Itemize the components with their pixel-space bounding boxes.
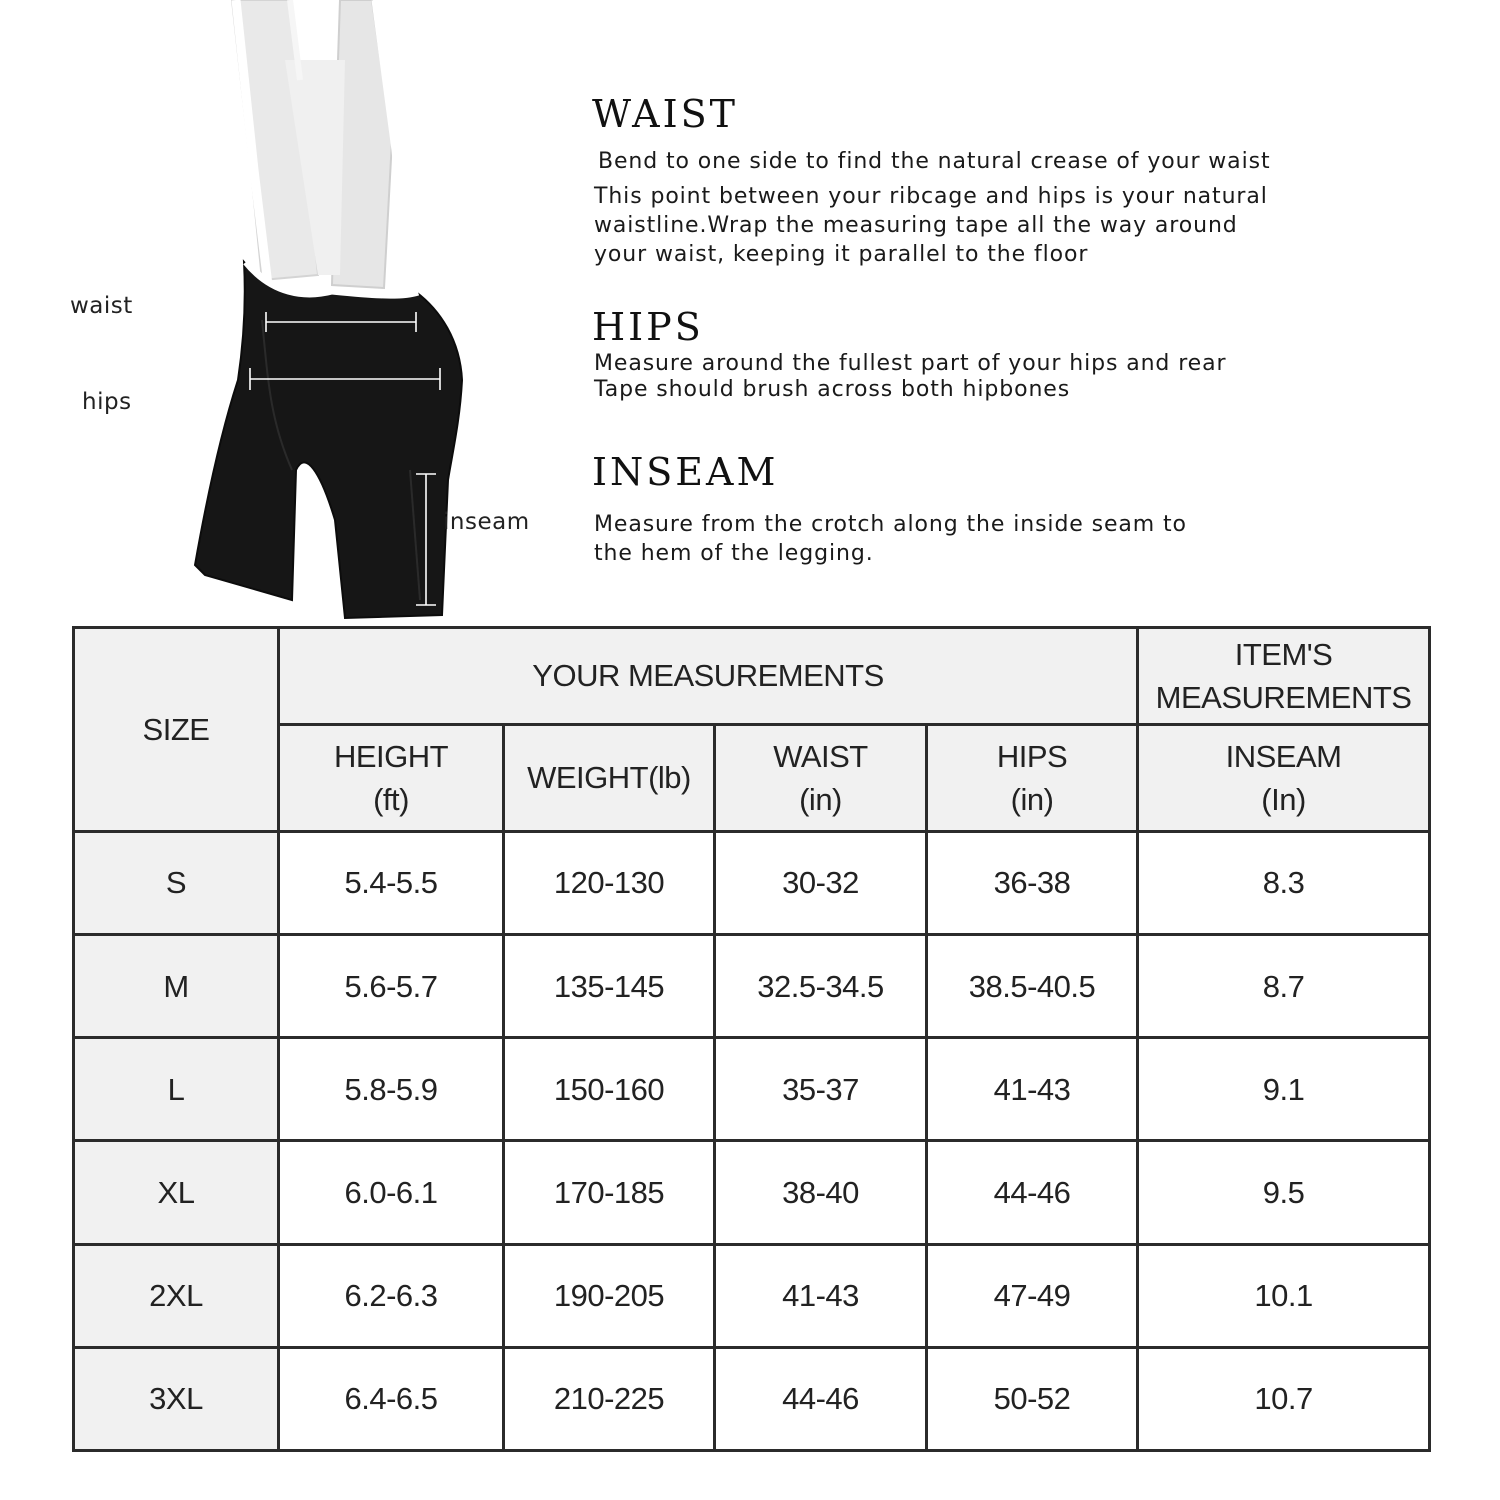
inseam-cell: 10.1 bbox=[1138, 1244, 1430, 1347]
table-row bbox=[74, 832, 1430, 935]
height-cell: 5.4-5.5 bbox=[279, 832, 504, 935]
table-row bbox=[74, 1141, 1430, 1244]
table-row bbox=[74, 935, 1430, 1038]
height-cell: 6.2-6.3 bbox=[279, 1244, 504, 1347]
column-header-line: WEIGHT(lb) bbox=[527, 760, 691, 796]
waist-cell: 44-46 bbox=[715, 1347, 927, 1450]
waist-cell: 32.5-34.5 bbox=[715, 935, 927, 1038]
size-cell: 2XL bbox=[74, 1244, 279, 1347]
column-header-line: HEIGHT bbox=[333, 738, 449, 774]
inseam-cell: 9.1 bbox=[1138, 1038, 1430, 1141]
column-header-unit: (In) bbox=[1261, 782, 1306, 817]
weight-cell: 170-185 bbox=[504, 1141, 715, 1244]
inseam-cell: 8.3 bbox=[1138, 832, 1430, 935]
hips-cell: 38.5-40.5 bbox=[927, 935, 1138, 1038]
size-cell: S bbox=[74, 832, 279, 935]
items-measurements-line: ITEM'S bbox=[1234, 636, 1333, 672]
waist-cell: 38-40 bbox=[715, 1141, 927, 1244]
height-cell: 5.8-5.9 bbox=[279, 1038, 504, 1141]
weight-cell: 135-145 bbox=[504, 935, 715, 1038]
column-header-unit: (in) bbox=[799, 782, 842, 817]
waist-label: waist bbox=[70, 293, 133, 319]
weight-cell: 150-160 bbox=[504, 1038, 715, 1141]
hips-heading: HIPS bbox=[592, 305, 704, 349]
inseam-cell: 8.7 bbox=[1138, 935, 1430, 1038]
table-row bbox=[74, 1244, 1430, 1347]
inseam-instruction-line: Measure from the crotch along the inside seam to bbox=[594, 512, 1187, 537]
inseam-instruction-line: the hem of the legging. bbox=[594, 541, 874, 566]
hips-cell: 50-52 bbox=[927, 1347, 1138, 1450]
waist-instruction-2 bbox=[594, 182, 1268, 269]
size-cell: 3XL bbox=[74, 1347, 279, 1450]
items-measurements-header bbox=[1138, 628, 1430, 725]
size-cell: M bbox=[74, 935, 279, 1038]
height-cell: 5.6-5.7 bbox=[279, 935, 504, 1038]
your-measurements-header: YOUR MEASUREMENTS bbox=[279, 628, 1138, 725]
weight-cell: 120-130 bbox=[504, 832, 715, 935]
hips-instruction bbox=[594, 351, 1226, 403]
waist-cell: 41-43 bbox=[715, 1244, 927, 1347]
inseam-heading: INSEAM bbox=[592, 450, 779, 494]
height-cell: 6.0-6.1 bbox=[279, 1141, 504, 1244]
size-cell: L bbox=[74, 1038, 279, 1141]
items-measurements-line: MEASUREMENTS bbox=[1155, 680, 1412, 715]
waist-instruction-line: This point between your ribcage and hips is your natural bbox=[594, 184, 1268, 209]
waist-instruction-line: waistline.Wrap the measuring tape all the way around bbox=[594, 213, 1238, 238]
hips-cell: 47-49 bbox=[927, 1244, 1138, 1347]
weight-cell: 190-205 bbox=[504, 1244, 715, 1347]
size-chart-table bbox=[72, 626, 1431, 1452]
weight-cell: 210-225 bbox=[504, 1347, 715, 1450]
column-header-line: INSEAM bbox=[1225, 738, 1342, 774]
waist-instruction-1: Bend to one side to find the natural crease of your waist bbox=[598, 149, 1271, 174]
waist-cell: 30-32 bbox=[715, 832, 927, 935]
hips-instruction-line: Tape should brush across both hipbones bbox=[594, 377, 1071, 402]
column-header-unit: (ft) bbox=[373, 782, 409, 817]
inseam-instruction bbox=[594, 510, 1187, 568]
table-row bbox=[74, 1347, 1430, 1450]
hips-label: hips bbox=[82, 389, 132, 415]
size-cell: XL bbox=[74, 1141, 279, 1244]
hips-cell: 44-46 bbox=[927, 1141, 1138, 1244]
height-column-header bbox=[279, 725, 504, 832]
waist-column-header bbox=[715, 725, 927, 832]
height-cell: 6.4-6.5 bbox=[279, 1347, 504, 1450]
weight-column-header bbox=[504, 725, 715, 832]
inseam-cell: 9.5 bbox=[1138, 1141, 1430, 1244]
inseam-cell: 10.7 bbox=[1138, 1347, 1430, 1450]
product-figure bbox=[0, 0, 560, 625]
hips-instruction-line: Measure around the fullest part of your hips and rear bbox=[594, 351, 1227, 376]
column-header-line: WAIST bbox=[773, 738, 868, 774]
inseam-column-header bbox=[1138, 725, 1430, 832]
hips-cell: 41-43 bbox=[927, 1038, 1138, 1141]
column-header-unit: (in) bbox=[1010, 782, 1054, 817]
hips-cell: 36-38 bbox=[927, 832, 1138, 935]
column-header-line: HIPS bbox=[996, 738, 1068, 774]
inseam-label: inseam bbox=[443, 509, 530, 535]
size-header: SIZE bbox=[74, 628, 279, 832]
hips-column-header bbox=[927, 725, 1138, 832]
waist-cell: 35-37 bbox=[715, 1038, 927, 1141]
waist-heading: WAIST bbox=[592, 92, 738, 136]
waist-instruction-line: your waist, keeping it parallel to the floor bbox=[594, 242, 1089, 267]
table-row bbox=[74, 1038, 1430, 1141]
